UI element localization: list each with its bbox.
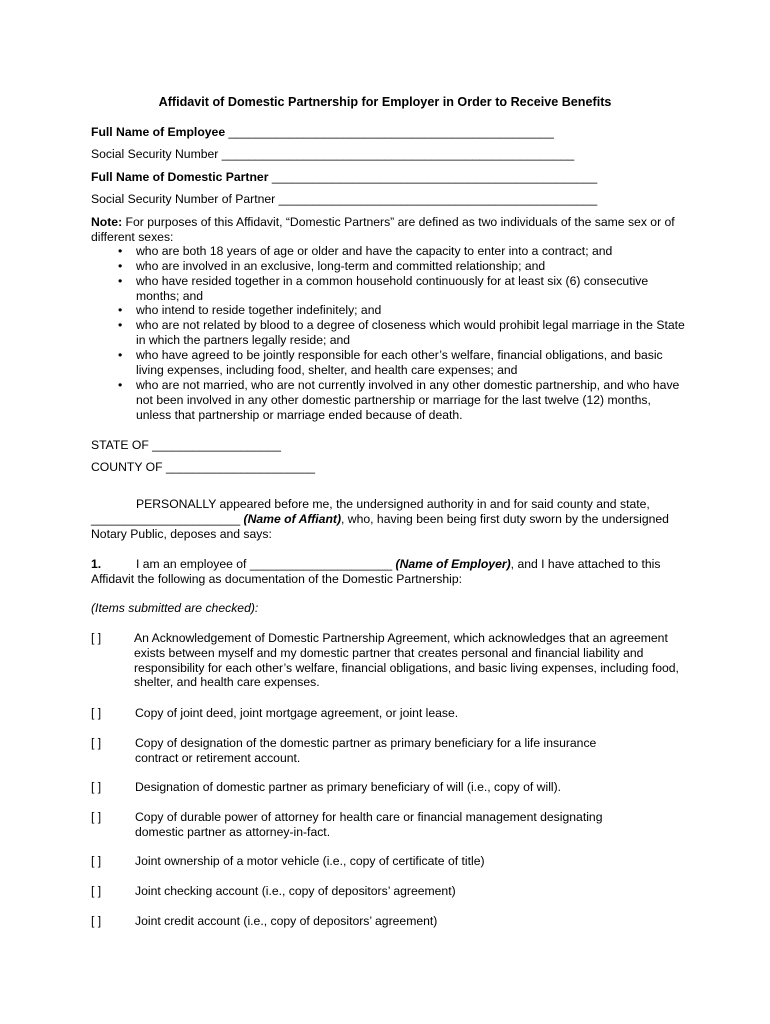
checkbox[interactable]: [ ] bbox=[91, 631, 102, 645]
partner-ssn-label: Social Security Number of Partner bbox=[91, 192, 276, 206]
ssn-line[interactable]: ____________________________________________________ bbox=[221, 147, 575, 161]
employer-name-line[interactable]: _____________________ bbox=[249, 557, 393, 571]
bullet-item: who are involved in an exclusive, long-term and committed relationship; and bbox=[136, 259, 546, 273]
personally-paragraph bbox=[91, 497, 681, 541]
checklist-item: Designation of domestic partner as primary beneficiary of will (i.e., copy of will). bbox=[135, 780, 562, 794]
checkbox[interactable]: [ ] bbox=[91, 736, 102, 750]
item-1-text-end: , and I have attached to this Affidavit the following as documentation of the Domestic Partnership: bbox=[91, 557, 661, 586]
bullet-item: who are both 18 years of age or older and have the capacity to enter into a contract; and bbox=[136, 244, 613, 258]
state-line[interactable]: ___________________ bbox=[152, 438, 281, 452]
bullet-item: who are not married, who are not currently involved in any other domestic partnership, and who have not been involved in any other domestic partnership or marriage for the last twelve (12) months, unless that partnership or marriage ended because of death. bbox=[136, 378, 680, 422]
ssn-label: Social Security Number bbox=[91, 147, 219, 161]
checklist-item: Copy of designation of the domestic partner as primary beneficiary for a life insurance contract or retirement account. bbox=[135, 736, 597, 765]
item-1-text: I am an employee of bbox=[136, 557, 250, 571]
note-label: Note: bbox=[91, 215, 123, 229]
state-field bbox=[91, 438, 281, 453]
checklist-item: Copy of durable power of attorney for health care or financial management designating domestic partner as attorney-in-fact. bbox=[135, 810, 603, 839]
checkbox[interactable]: [ ] bbox=[91, 810, 102, 824]
county-label: COUNTY OF bbox=[91, 460, 163, 474]
checkbox[interactable]: [ ] bbox=[91, 780, 102, 794]
state-label: STATE OF bbox=[91, 438, 149, 452]
items-submitted-note: (Items submitted are checked): bbox=[91, 601, 259, 615]
checkbox[interactable]: [ ] bbox=[91, 854, 102, 868]
employee-name-label: Full Name of Employee bbox=[91, 125, 226, 139]
bullet-icon: • bbox=[118, 259, 123, 273]
checkbox[interactable]: [ ] bbox=[91, 706, 102, 720]
document-title: Affidavit of Domestic Partnership for Employer in Order to Receive Benefits bbox=[158, 95, 612, 109]
bullet-icon: • bbox=[118, 348, 123, 362]
partner-name-label: Full Name of Domestic Partner bbox=[91, 170, 269, 184]
county-line[interactable]: ______________________ bbox=[165, 460, 316, 474]
ssn-field bbox=[91, 147, 574, 162]
partner-ssn-line[interactable]: _______________________________________________ bbox=[278, 192, 598, 206]
bullet-item: who have agreed to be jointly responsible for each other’s welfare, financial obligations, and basic living expenses, including food, shelter, and health care expenses; and bbox=[136, 348, 663, 377]
bullet-icon: • bbox=[118, 303, 123, 317]
checklist-item: An Acknowledgement of Domestic Partnership Agreement, which acknowledges that an agreement exists between myself and my domestic partner that creates personal and financial liability and responsibility for each other’s welfare, financial obligations, and basic living expenses, including food, shelter, and health care expenses. bbox=[134, 631, 679, 690]
personally-text: PERSONALLY appeared before me, the undersigned authority in and for said county and state, bbox=[136, 497, 650, 511]
checklist-item: Joint credit account (i.e., copy of depositors’ agreement) bbox=[135, 914, 438, 928]
checkbox[interactable]: [ ] bbox=[91, 884, 102, 898]
employer-label: (Name of Employer) bbox=[392, 557, 511, 571]
partner-ssn-field bbox=[91, 192, 597, 207]
personally-text-end: , who, having been being first duty sworn by the undersigned Notary Public, deposes and says: bbox=[91, 511, 669, 541]
bullet-item: who are not related by blood to a degree of closeness which would prohibit legal marriage in the State in which the partners legally reside; and bbox=[136, 318, 685, 347]
county-field bbox=[91, 460, 315, 475]
note-paragraph bbox=[91, 215, 681, 245]
checklist-item: Joint checking account (i.e., copy of depositors’ agreement) bbox=[135, 884, 456, 898]
checklist-item: Copy of joint deed, joint mortgage agreement, or joint lease. bbox=[135, 706, 459, 720]
note-text: For purposes of this Affidavit, “Domestic Partners” are defined as two individuals of the same sex or of different sexes: bbox=[91, 215, 675, 244]
checklist-item: Joint ownership of a motor vehicle (i.e., copy of certificate of title) bbox=[135, 854, 485, 868]
checkbox[interactable]: [ ] bbox=[91, 914, 102, 928]
bullet-icon: • bbox=[118, 274, 123, 288]
affiant-name-line[interactable]: ______________________ bbox=[91, 511, 241, 526]
affiant-label: (Name of Affiant) bbox=[240, 511, 342, 526]
bullet-item: who intend to reside together indefinitely; and bbox=[136, 303, 382, 317]
partner-name-line[interactable]: ________________________________________________ bbox=[271, 170, 598, 184]
employee-name-field bbox=[91, 125, 554, 140]
bullet-icon: • bbox=[118, 318, 123, 332]
bullet-item: who have resided together in a common household continuously for at least six (6) consecutive months; and bbox=[136, 274, 649, 303]
employee-name-line[interactable]: ________________________________________________ bbox=[228, 125, 554, 139]
item-1-number: 1. bbox=[91, 557, 102, 571]
bullet-icon: • bbox=[118, 378, 123, 392]
bullet-icon: • bbox=[118, 244, 123, 258]
partner-name-field bbox=[91, 170, 597, 185]
item-1-paragraph bbox=[91, 557, 686, 587]
